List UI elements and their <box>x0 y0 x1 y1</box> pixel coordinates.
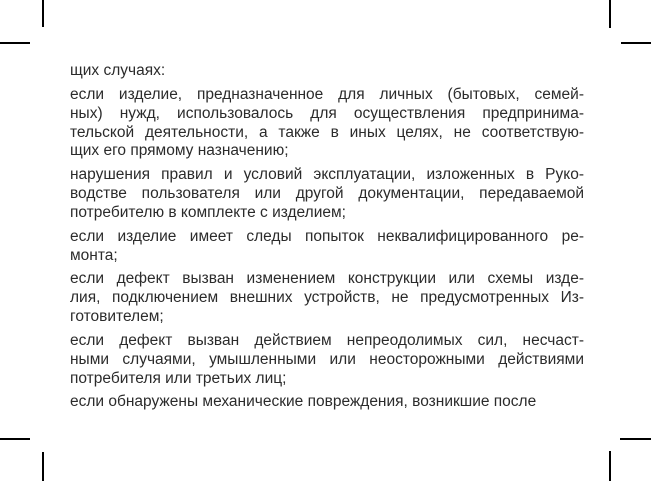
paragraph <box>70 166 584 223</box>
text-line: если дефект вызван действием непреодолимых сил, несчаст- <box>70 331 584 349</box>
text-line: если изделие имеет следы попыток неквалифицированного ре- <box>70 227 584 245</box>
crop-mark-bottom-left-vertical <box>42 452 44 481</box>
crop-mark-bottom-left-horizontal <box>0 438 30 440</box>
text-line: если обнаружены механические повреждения, возникшие после <box>70 393 537 411</box>
crop-mark-top-left-vertical <box>42 0 44 27</box>
text-line: ными случаями, умышленными или неосторожными действиями <box>70 350 584 368</box>
crop-mark-bottom-right-vertical <box>609 451 611 481</box>
text-line: если изделие, предназначенное для личных (бытовых, семей- <box>70 85 584 103</box>
text-line: потребителя или третьих лиц; <box>70 369 287 387</box>
paragraph <box>70 332 584 389</box>
text-line: водстве пользователя или другой документации, передаваемой <box>70 185 584 203</box>
crop-mark-top-left-horizontal <box>0 42 30 44</box>
paragraph <box>70 228 584 266</box>
paragraph <box>70 393 584 412</box>
text-block <box>70 62 584 417</box>
paragraph <box>70 62 584 81</box>
text-line: готовителем; <box>70 308 164 326</box>
text-line: монта; <box>70 246 118 264</box>
text-line: лия, подключением внешних устройств, не предусмотренных Из- <box>70 289 584 307</box>
paragraph <box>70 86 584 162</box>
text-line: щих случаях: <box>70 62 166 79</box>
crop-mark-top-right-vertical <box>609 0 611 28</box>
text-line: если дефект вызван изменением конструкции или схемы изде- <box>70 270 584 288</box>
text-line: тельской деятельности, а также в иных целях, не соответствую- <box>70 123 584 141</box>
crop-mark-bottom-right-horizontal <box>620 438 651 440</box>
paragraph <box>70 270 584 327</box>
text-line: ных) нужд, использовалось для осуществления предпринима- <box>70 104 584 122</box>
text-line: щих его прямому назначению; <box>70 142 289 160</box>
crop-mark-top-right-horizontal <box>621 42 651 44</box>
text-line: нарушения правил и условий эксплуатации, изложенных в Руко- <box>70 166 584 184</box>
text-line: потребителю в комплекте с изделием; <box>70 203 346 221</box>
